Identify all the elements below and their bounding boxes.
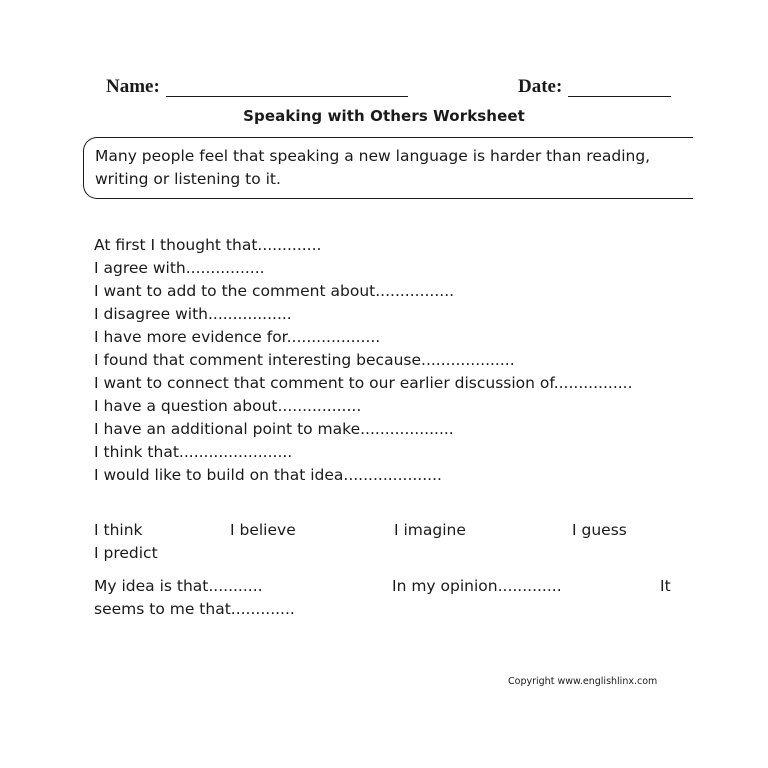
word-bank-item: I imagine [394,521,466,539]
phrase-item: I want to add to the comment about................ [94,282,455,300]
phrase-item: I have more evidence for................... [94,328,381,346]
phrase-item: I disagree with................. [94,305,292,323]
phrase-item: I would like to build on that idea.................... [94,466,442,484]
name-line [166,96,408,97]
word-bank-item: I think [94,521,143,539]
phrase-item: I found that comment interesting because................... [94,351,515,369]
date-line [568,96,671,97]
word-bank-item: I predict [94,544,158,562]
opener-item: My idea is that........... [94,577,263,595]
copyright: Copyright www.englishlinx.com [508,676,658,687]
word-bank-item: I guess [572,521,627,539]
intro-text: Many people feel that speaking a new language is harder than reading, writing or listening to it. [95,147,651,188]
opener-item: In my opinion............. [392,577,562,595]
phrase-item: I think that....................... [94,443,293,461]
word-bank-item: I believe [230,521,296,539]
phrase-item: I have an additional point to make................... [94,420,454,438]
date-label: Date: [518,76,563,97]
opener-item: seems to me that............. [94,600,295,618]
phrase-list [94,234,654,487]
name-label: Name: [106,76,160,97]
phrase-item: I agree with................ [94,259,265,277]
phrase-item: At first I thought that............. [94,236,322,254]
phrase-item: I have a question about................. [94,397,362,415]
header [106,76,676,102]
opener-item: It [660,577,671,595]
page-title: Speaking with Others Worksheet [243,107,525,125]
phrase-item: I want to connect that comment to our earlier discussion of................ [94,374,633,392]
